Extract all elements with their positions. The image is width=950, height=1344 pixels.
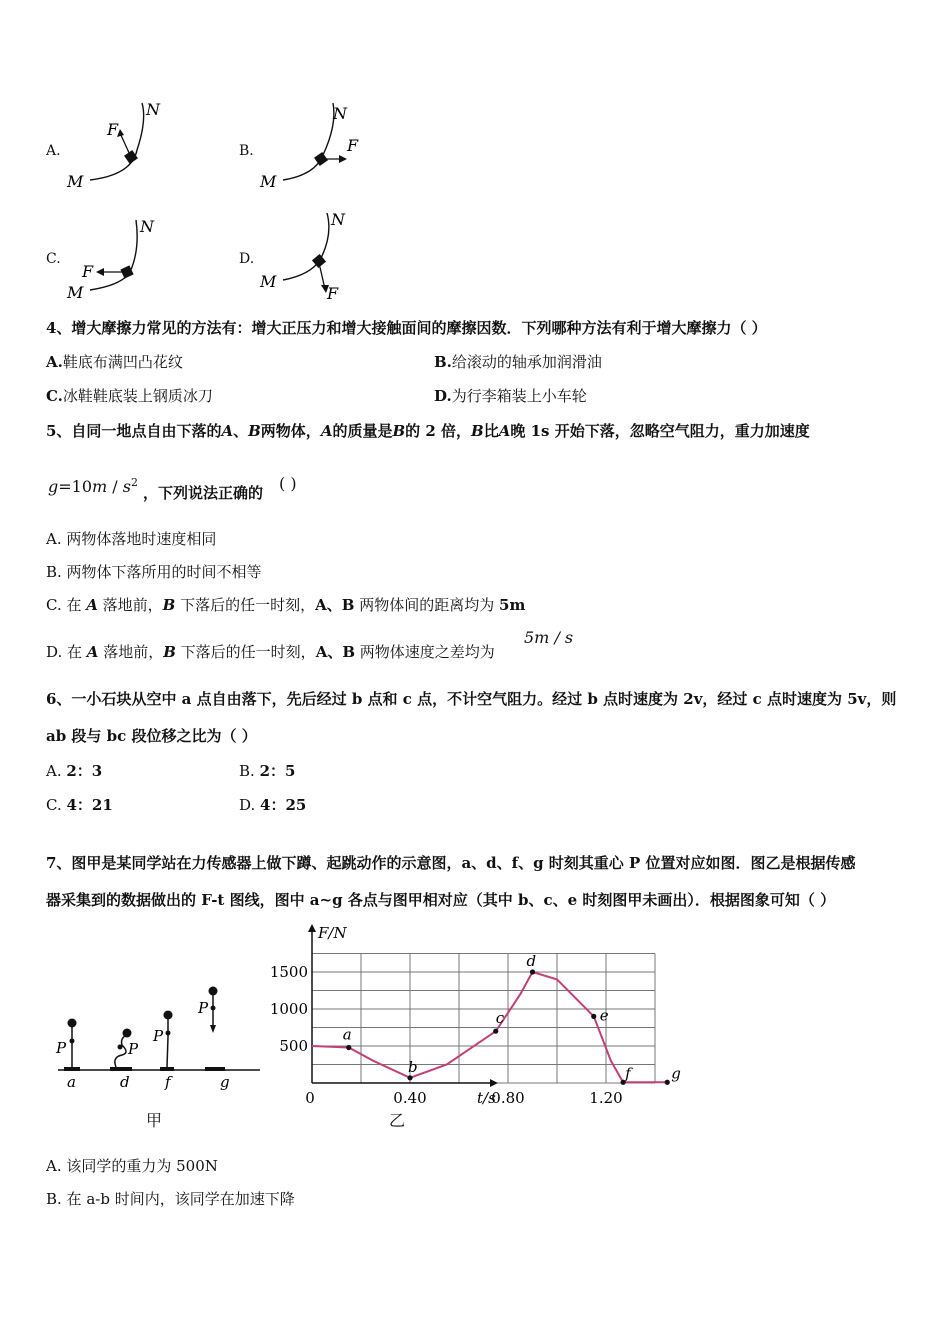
opt-text: C. 在 [46,596,87,614]
question-stem: 4、增大摩擦力常见的方法有：增大正压力和增大接触面间的摩擦因数．下列哪种方法有利于增大摩擦力（ ） [46,319,767,337]
option-d [239,795,306,815]
y-tick-label: 500 [279,1037,308,1055]
x-tick-label: 1.20 [589,1089,623,1107]
option-c [46,795,113,815]
option-text: 4：21 [66,796,113,814]
formula-exp: 2 [130,476,138,489]
p-label: P [128,1040,139,1058]
point-n-label: N [146,100,160,119]
figure-jia-caption: 甲 [146,1111,163,1130]
option-key: B. [239,762,260,780]
y-tick-label: 1500 [269,963,308,981]
option-a [46,761,102,781]
force-label: F [347,136,359,155]
stem-text: 晚 [510,422,531,440]
data-point-g [665,1080,670,1085]
point-label-c: c [495,1009,505,1028]
opt-text: 落地前， [97,596,163,614]
opt-var: B [162,596,176,614]
p-label: P [56,1039,67,1057]
stem-text: 1s [530,422,550,440]
option-text: 为行李箱装上小车轮 [451,387,587,405]
figure-yi-caption: 乙 [389,1111,406,1130]
answer-paren: ( ) [279,474,297,493]
p-label: P [198,999,209,1017]
data-point-e [591,1014,596,1019]
data-point-a [346,1045,351,1050]
stem-text: 的质量是 [332,422,393,440]
force-label: F [82,262,94,281]
x-tick-label: 0.80 [491,1089,525,1107]
option-label: D. [239,251,255,267]
opt-text: 下落后的任一时刻， [175,643,316,661]
stem-text: 的 2 倍， [405,422,472,440]
opt-text: 落地前， [98,643,164,661]
question-stem-line2: 器采集到的数据做出的 F-t 图线，图中 a~g 各点与图甲相对应（其中 b、c、e 时刻图甲未画出）．根据图象可知（ ） [46,891,836,909]
option-label: C. [46,251,61,267]
curve-figure-a [62,95,172,195]
point-label-d: d [526,952,537,970]
time-label-f: f [165,1073,171,1091]
option-b: B. 在 a-b 时间内，该同学在加速下降 [46,1190,295,1208]
time-label-g: g [220,1073,230,1091]
opt-text: 两物体速度之差均为 [355,643,495,661]
opt-var: A、B [315,643,356,661]
x-axis-label: t/s [477,1089,496,1107]
point-m-label: M [260,172,277,191]
option-text: 4：25 [260,796,307,814]
question-stem [46,421,810,441]
stem-tail: ，下列说法正确的 [143,484,264,502]
option-a [46,352,183,372]
point-label-e: e [599,1006,609,1025]
ft-chart [260,920,681,1110]
curve-figure-c [62,210,172,305]
p-label: P [153,1027,164,1045]
stem-var: A [498,422,511,440]
opt-var: A [86,643,99,661]
option-b [434,352,602,372]
stem-text: 、 [233,422,249,440]
option-key: D. [434,387,452,405]
stem-var: A [320,422,333,440]
option-b: B. 两物体下落所用的时间不相等 [46,563,262,581]
opt-text: 下落后的任一时刻， [175,596,316,614]
data-point-d [530,969,535,974]
point-n-label: N [331,210,345,229]
x-tick-label: 0.40 [393,1089,427,1107]
formula-slash: / [107,477,123,496]
formula-s: s [122,477,131,496]
option-c [46,595,525,615]
gravity-formula [48,473,138,497]
question-stem-line2: ab 段与 bc 段位移之比为（ ） [46,727,257,745]
option-key: C. [46,796,67,814]
option-d-value: 5m / s [524,628,574,647]
stem-var: B [392,422,406,440]
question-stem-line1: 6、一小石块从空中 a 点自由落下，先后经过 b 点和 c 点，不计空气阻力。经过 b 点时速度为 2v，经过 c 点时速度为 5v，则 [46,690,897,708]
curve-figure-b [255,95,375,195]
option-text: 2：5 [259,762,296,780]
opt-var: B [163,643,176,661]
point-label-g: g [671,1064,681,1083]
time-label-d: d [120,1073,130,1091]
point-label-b: b [408,1057,418,1076]
curve-figure-d [255,205,375,305]
option-text: 给滚动的轴承加润滑油 [451,353,602,371]
y-axis-label: F/N [318,924,347,942]
point-label-f: f [625,1064,631,1083]
stem-text: 开始下落，忽略空气阻力，重力加速度 [549,422,810,440]
force-label: F [107,120,119,139]
x-tick-label: 0 [305,1089,315,1107]
stem-var: A [221,422,234,440]
point-m-label: M [67,283,84,302]
option-b [239,761,295,781]
formula-g: g [48,477,59,496]
x-axis-arrow [490,1079,498,1087]
option-key: C. [46,387,63,405]
question-stem-line1: 7、图甲是某同学站在力传感器上做下蹲、起跳动作的示意图，a、d、f、g 时刻其重心 P 位置对应如图．图乙是根据传感 [46,854,856,872]
point-n-label: N [140,217,154,236]
option-d [434,386,587,406]
option-key: A. [46,353,63,371]
option-key: A. [46,762,67,780]
point-m-label: M [260,272,277,291]
option-a: A. 两物体落地时速度相同 [46,530,217,548]
option-a: A. 该同学的重力为 500N [46,1157,218,1175]
data-point-b [407,1075,412,1080]
option-text: 鞋底布满凹凸花纹 [62,353,183,371]
point-label-a: a [342,1025,352,1044]
opt-var: A、B [315,596,355,614]
force-label: F [327,284,339,303]
option-label: B. [239,143,254,159]
option-c [46,386,213,406]
formula-m: m [92,477,108,496]
option-text: 2：3 [66,762,103,780]
stem-text: 5、自同一地点自由下落的 [46,422,222,440]
opt-var: A [86,596,98,614]
option-d [46,642,495,662]
y-tick-label: 1000 [269,1000,308,1018]
option-key: D. [239,796,261,814]
stem-text: 两物体， [260,422,321,440]
option-key: B. [434,353,452,371]
data-point-c [493,1029,498,1034]
option-label: A. [46,143,61,159]
point-n-label: N [333,104,347,123]
stem-var: B [248,422,261,440]
opt-text: 两物体间的距离均为 [354,596,500,614]
opt-value: 5m [499,596,526,614]
stem-text: 比 [483,422,499,440]
time-label-a: a [67,1073,76,1091]
formula-eq: =10 [58,477,93,496]
point-m-label: M [67,172,84,191]
option-text: 冰鞋鞋底装上钢质冰刀 [62,387,213,405]
stem-var: B [471,422,484,440]
opt-text: D. 在 [46,643,87,661]
y-axis-arrow [308,924,316,932]
